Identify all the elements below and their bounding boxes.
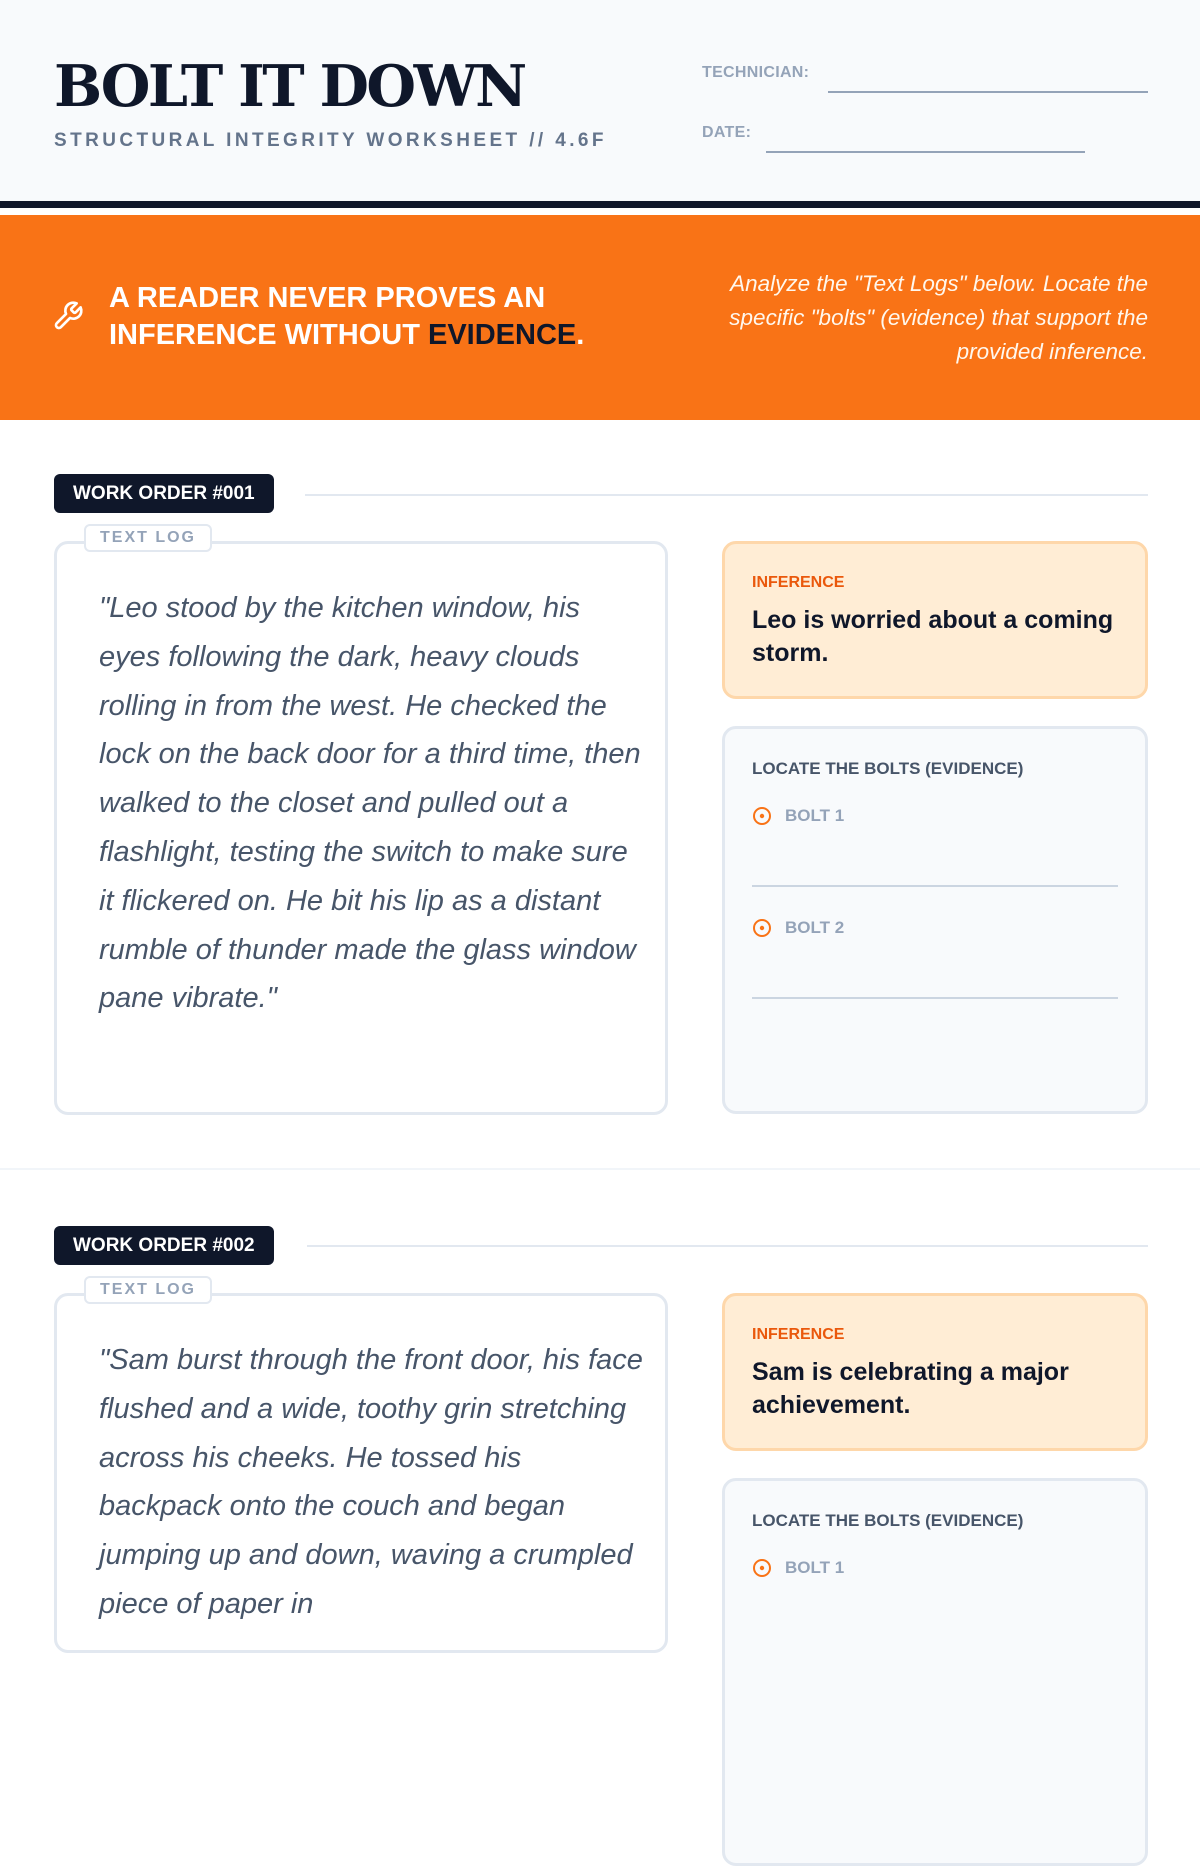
wrench-icon [52,300,84,332]
evidence-box [722,1478,1148,1866]
work-order-badge: WORK ORDER #002 [54,1226,274,1265]
banner-title-suffix: . [576,319,585,351]
inference-box [722,541,1148,699]
work-order-divider [307,1245,1148,1247]
inference-box [722,1293,1148,1451]
work-order-badge: WORK ORDER #001 [54,474,274,513]
banner-title [109,280,629,354]
banner-title-highlight: EVIDENCE [428,319,577,351]
banner-instructions: Analyze the "Text Logs" below. Locate the specific "bolts" (evidence) that support the provided inference. [729,271,1148,364]
text-log-tag: TEXT LOG [84,1276,212,1304]
target-icon [752,918,772,938]
text-log-passage: "Sam burst through the front door, his face flushed and a wide, toothy grin stretching across his cheeks. He tossed his backpack onto the couch and began jumping up and down, waving a crumpled piece of paper in [99,1344,643,1620]
evidence-box [722,726,1148,1114]
inference-text: Sam is celebrating a major achievement. [752,1358,1069,1419]
target-icon [752,806,772,826]
date-label: DATE: [702,124,752,141]
section-separator [0,1168,1200,1170]
worksheet-subtitle: STRUCTURAL INTEGRITY WORKSHEET // 4.6F [54,130,607,151]
text-log-tag: TEXT LOG [84,524,212,552]
banner-title-text: A READER NEVER PROVES AN INFERENCE WITHOUT [109,282,546,351]
worksheet-title: BOLT IT DOWN [54,53,525,120]
inference-label: INFERENCE [752,1326,845,1343]
work-order-divider [305,494,1148,496]
evidence-label: LOCATE THE BOLTS (EVIDENCE) [752,759,1024,778]
target-icon [752,1558,772,1578]
technician-field[interactable] [828,91,1148,93]
bolt-label: BOLT 1 [785,1558,845,1577]
inference-text: Leo is worried about a coming storm. [752,606,1114,667]
date-field[interactable] [766,151,1085,153]
inference-label: INFERENCE [752,574,845,591]
technician-label: TECHNICIAN: [702,64,810,81]
bolt-label: BOLT 2 [785,918,845,937]
evidence-label: LOCATE THE BOLTS (EVIDENCE) [752,1511,1024,1530]
bolt-answer-line[interactable] [752,885,1118,887]
text-log-passage: "Leo stood by the kitchen window, his eyes following the dark, heavy clouds rolling in from the west. He checked the lock on the back door for a third time, then walked to the closet and pulled out a flashlight, testing the switch to make sure it flickered on. He bit his lip as a distant rumble of thunder made the glass window pane vibrate." [99,592,641,1015]
bolt-label: BOLT 1 [785,806,845,825]
bolt-answer-line[interactable] [752,997,1118,999]
